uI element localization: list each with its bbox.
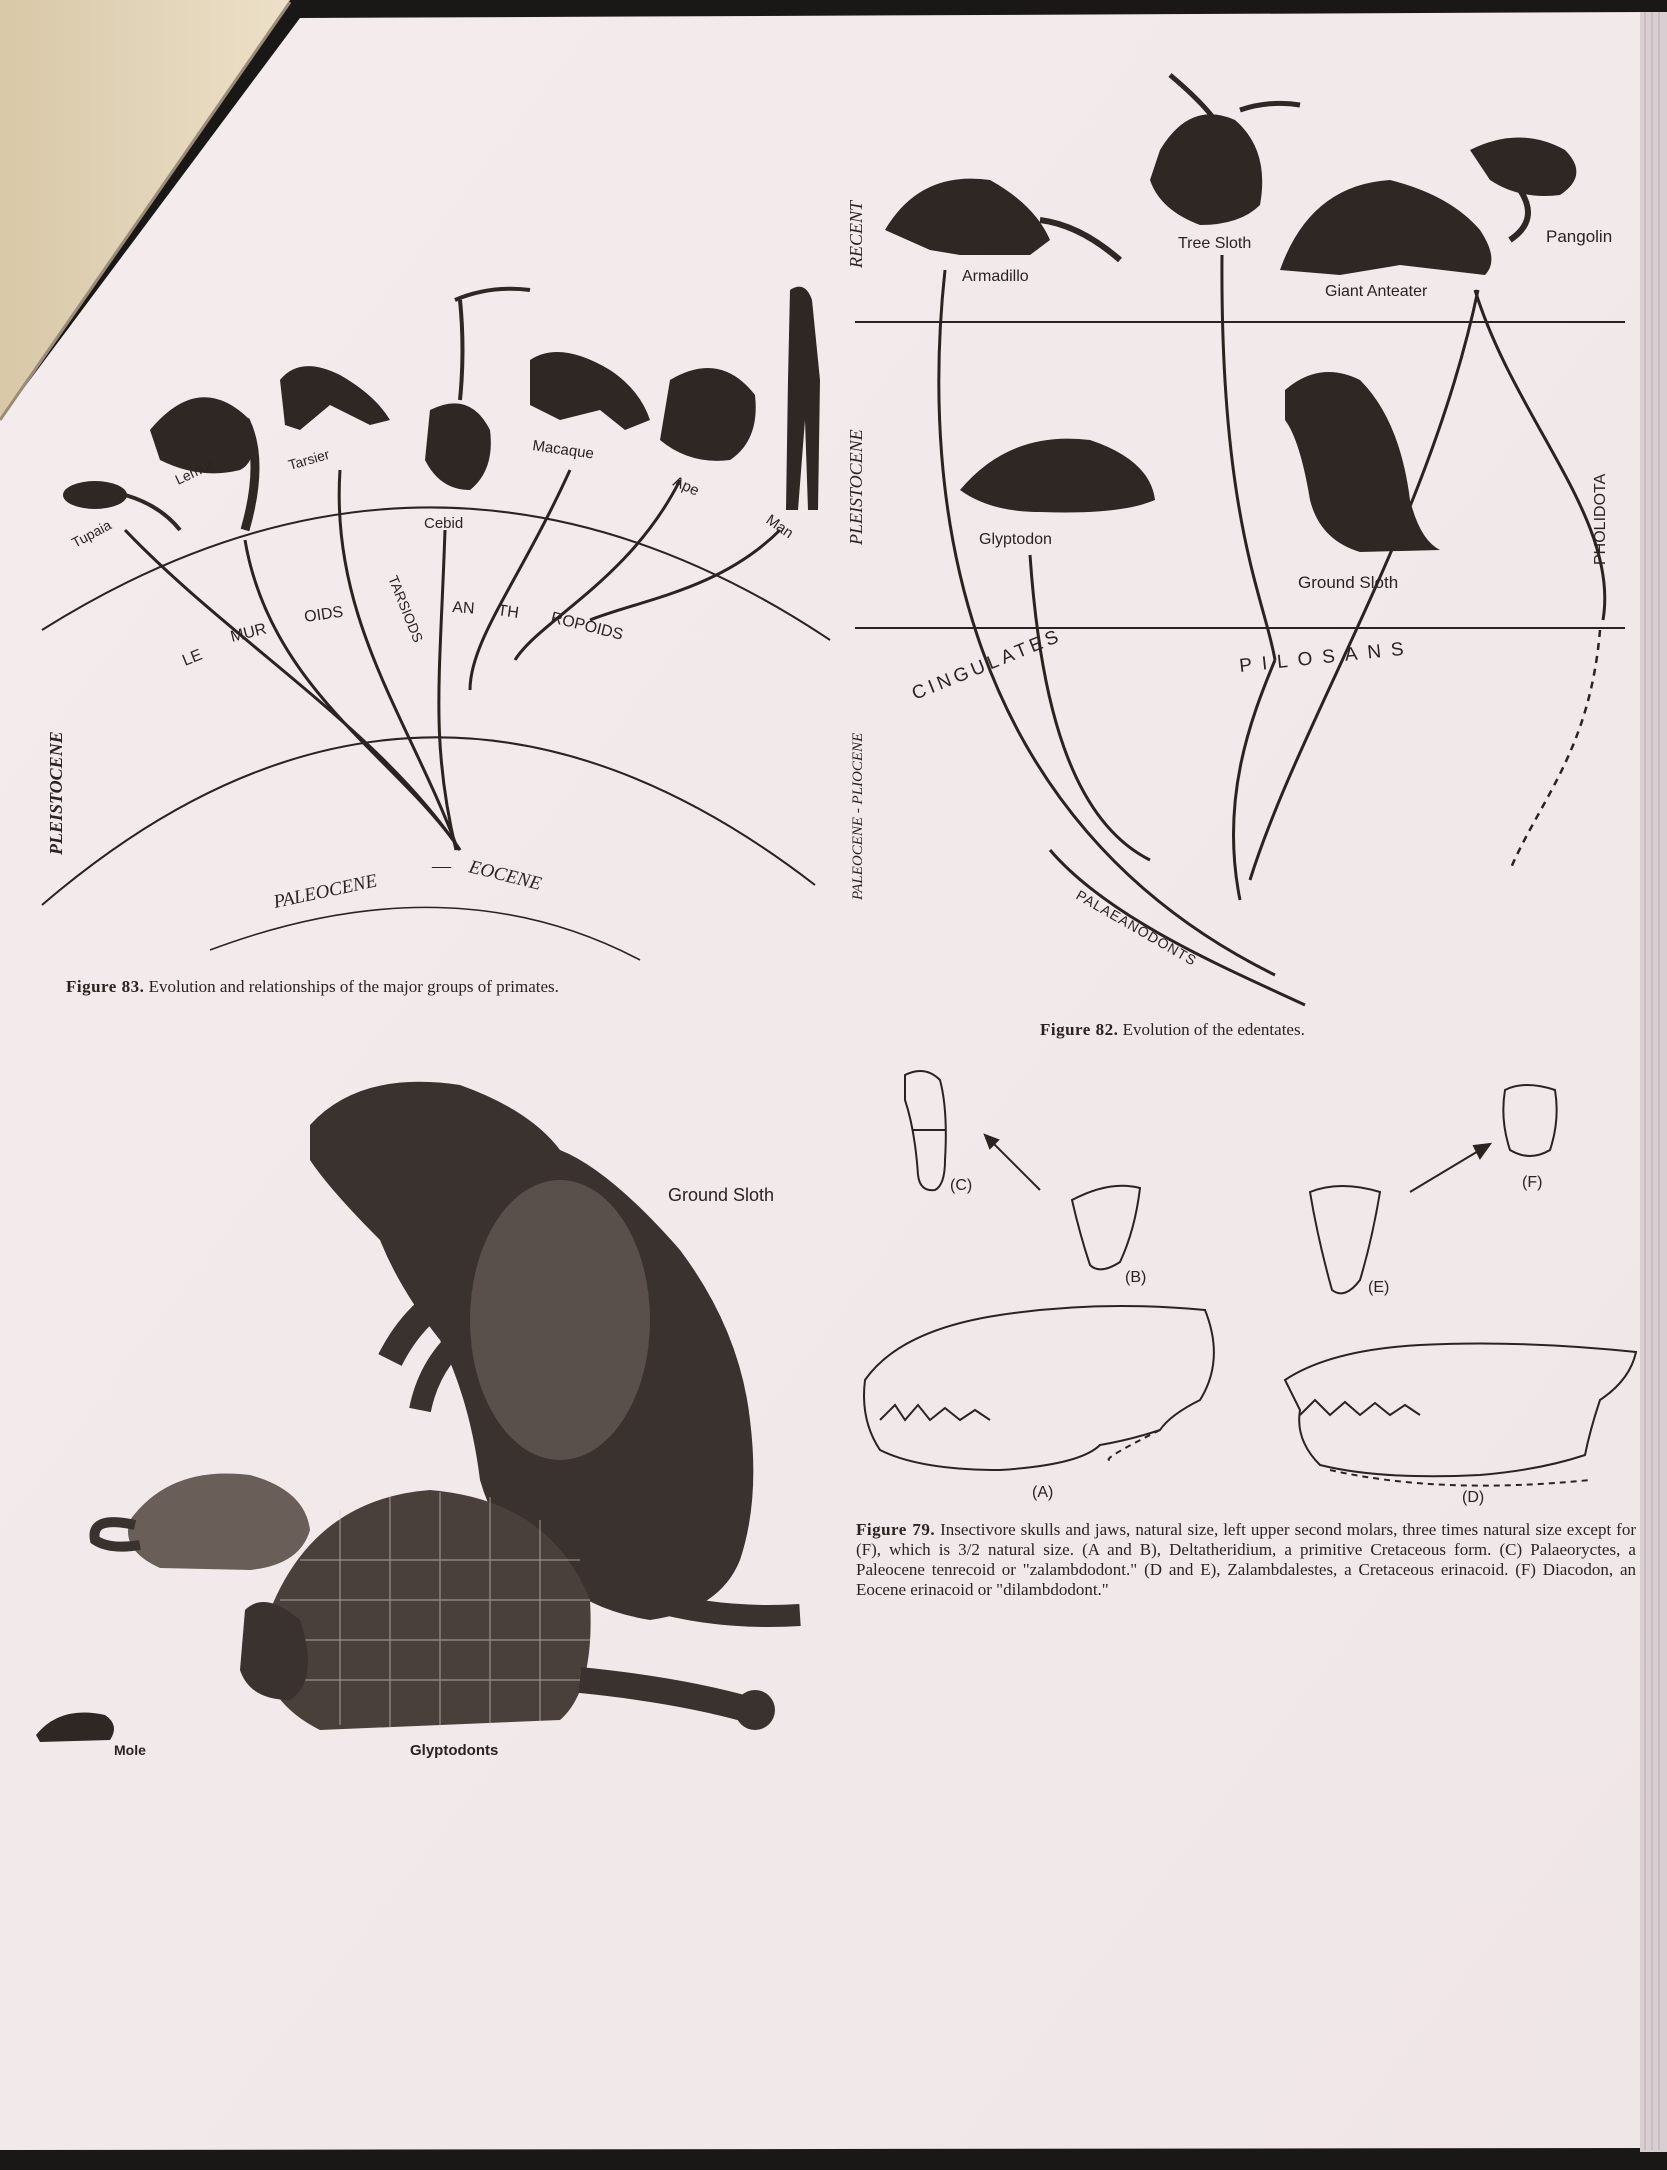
fig82-time-recent: RECENT [846,200,866,268]
fig79-caption [856,1520,1636,1600]
fig82-group-cingulates: CINGULATES [909,625,1066,705]
label-giant-anteater: Giant Anteater [1325,283,1428,300]
label-c: (C) [950,1177,973,1194]
fig83-group-anthropoids-a: AN [451,599,476,618]
label-tree-sloth: Tree Sloth [1178,235,1252,252]
ape-silhouette [660,368,756,461]
fig83-group-lemuroids-c: OIDS [303,603,345,626]
label-lemur: Lemur [172,456,216,488]
page-sheet [0,12,1650,2150]
label-ground-sloth-fig82: Ground Sloth [1298,573,1399,592]
fig82-caption-text: Evolution of the edentates. [1122,1020,1305,1039]
fig79-caption-part-1: Insectivore skulls and jaws, natural size, left upper second molars, three times natural size except for (F), which is 3/2 natural size. [856,1520,1636,1559]
label-tarsier: Tarsier [286,445,332,473]
label-d: (D) [1462,1489,1485,1506]
fig79-caption-part-3: (C) Palaeoryctes, a Paleocene tenrecoid or "zalambdodont." [856,1540,1636,1579]
fig83-epoch-eocene: EOCENE [466,856,544,895]
label-pangolin: Pangolin [1546,227,1613,246]
fig83-group-anthropoids-c: ROPOIDS [549,609,625,644]
page-stack-edge [1640,12,1667,2152]
fig82-group-palaeanodonts: PALAEANODONTS [1073,886,1200,969]
label-b: (B) [1125,1269,1147,1286]
label-glyptodon: Glyptodon [979,531,1052,548]
label-mole: Mole [114,1742,146,1758]
fig79-caption-part-5: (F) Diacodon, an Eocene erinacoid or "dilambdodont." [856,1560,1637,1599]
label-armadillo: Armadillo [962,268,1029,285]
fig79-caption-part-2: (A and B), Deltatheridium, a primitive Cretaceous form. [1082,1540,1492,1559]
label-tupaia: Tupaia [68,516,114,551]
fig83-epoch-dash: — [432,856,451,877]
fig83-caption-text: Evolution and relationships of the major groups of primates. [148,977,559,996]
label-ape: Ape [670,473,702,500]
fig83-group-anthropoids-b: TH [496,602,520,622]
fig83-group-tarsioids: TARSIODS [385,573,427,645]
label-glyptodonts: Glyptodonts [410,1742,499,1759]
fig83-time-label: PLEISTOCENE [46,731,66,855]
tupaia-silhouette [63,481,127,509]
label-ground-sloth-illustration: Ground Sloth [668,1185,775,1205]
label-man: Man [762,511,797,543]
fig82-time-lower: PALEOCENE - PLIOCENE [850,732,866,900]
fig83-epoch-paleocene: PALEOCENE [271,870,379,913]
fig79-caption-part-4: (D and E), Zalambdalestes, a Cretaceous erinacoid. [1144,1560,1509,1579]
label-cebid: Cebid [424,515,464,532]
fig83-group-lemuroids-a: LE [180,646,205,670]
fig79-caption-label: Figure 79. [856,1520,936,1539]
label-f: (F) [1522,1174,1543,1191]
label-macaque: Macaque [531,437,595,463]
label-e: (E) [1368,1279,1390,1296]
fig83-group-lemuroids-b: MUR [228,620,269,646]
fig83-caption [66,977,826,997]
fig82-group-pholidota: PHOLIDOTA [1592,473,1609,565]
fig83-caption-label: Figure 83. [66,977,145,996]
fig82-time-pleistocene: PLEISTOCENE [846,429,866,545]
label-a: (A) [1032,1484,1054,1501]
fig82-caption [1040,1020,1560,1040]
fig82-group-pilosans: PILOSANS [1238,637,1415,677]
fig82-caption-label: Figure 82. [1040,1020,1119,1039]
